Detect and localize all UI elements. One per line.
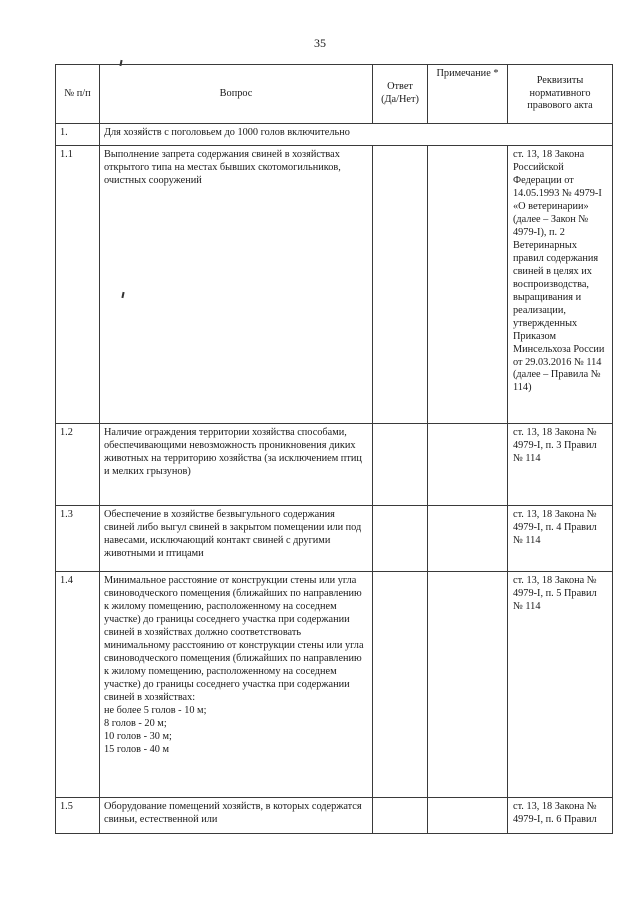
row-answer-cell[interactable] xyxy=(373,572,428,798)
distance-list-item: 10 голов - 30 м; xyxy=(104,730,172,742)
row-requisites: ст. 13, 18 Закона № 4979-I, п. 5 Правил № 114 xyxy=(508,572,613,798)
table-row xyxy=(56,572,613,798)
table-row xyxy=(56,146,613,424)
row-requisites: ст. 13, 18 Закона Российской Федерации от 14.05.1993 № 4979-I «О ветеринарии» (далее – Закон № 4979-I), п. 2 Ветеринарных правил содержания свиней в целях их воспроизводства, выращивания и реализации, утвержденных Приказом Минсельхоза России от 29.03.2016 № 114 (далее – Правила № 114) xyxy=(508,146,613,424)
row-answer-cell[interactable] xyxy=(373,798,428,834)
header-requisites: Реквизиты нормативного правового акта xyxy=(508,65,613,124)
row-answer-cell[interactable] xyxy=(373,146,428,424)
row-answer-cell[interactable] xyxy=(373,506,428,572)
row-num: 1.4 xyxy=(56,572,100,798)
row-requisites: ст. 13, 18 Закона № 4979-I, п. 6 Правил xyxy=(508,798,613,834)
row-note-cell[interactable] xyxy=(428,424,508,506)
row-num: 1.5 xyxy=(56,798,100,834)
row-note-cell[interactable] xyxy=(428,506,508,572)
checklist-table xyxy=(55,64,613,834)
row-requisites: ст. 13, 18 Закона № 4979-I, п. 3 Правил № 114 xyxy=(508,424,613,506)
header-note: Примечание * xyxy=(428,65,508,124)
header-num: № п/п xyxy=(56,65,100,124)
row-question: Минимальное расстояние от конструкции стены или угла свиноводческого помещения (ближайших по направлению к жилому помещению, расположенному на соседнем участке) до границы соседнего участка при содержании свиней в хозяйствах должно соответствовать минимальному расстоянию от конструкции стены или угла свиноводческого помещения (ближайших по направлению к жилому помещению, расположенному на соседнем участке) до границы соседнего участка при содержании свиней в хозяйствах: xyxy=(104,575,364,703)
row-num: 1.3 xyxy=(56,506,100,572)
row-note-cell[interactable] xyxy=(428,572,508,798)
distance-list-item: не более 5 голов - 10 м; xyxy=(104,704,207,716)
table-row xyxy=(56,798,613,834)
row-note-cell[interactable] xyxy=(428,798,508,834)
header-answer: Ответ (Да/Нет) xyxy=(373,65,428,124)
section-title: Для хозяйств с поголовьем до 1000 голов включительно xyxy=(100,124,613,146)
row-num: 1.1 xyxy=(56,146,100,424)
header-question: Вопрос xyxy=(100,65,373,124)
distance-list-item: 8 голов - 20 м; xyxy=(104,717,167,729)
table-header-row xyxy=(56,65,613,124)
section-num: 1. xyxy=(56,124,100,146)
row-answer-cell[interactable] xyxy=(373,424,428,506)
checklist-table-container xyxy=(55,64,612,834)
row-note-cell[interactable] xyxy=(428,146,508,424)
page-number: 35 xyxy=(314,36,326,50)
distance-list-item: 15 голов - 40 м xyxy=(104,743,169,755)
row-question: Обеспечение в хозяйстве безвыгульного содержания свиней либо выгул свиней в закрытом помещении или под навесами, исключающий контакт свиней с другими животными и птицами xyxy=(100,506,373,572)
table-row xyxy=(56,424,613,506)
row-question: Оборудование помещений хозяйств, в которых содержатся свиньи, естественной или xyxy=(100,798,373,834)
row-question: Наличие ограждения территории хозяйства способами, обеспечивающими невозможность проникновения диких животных на территорию хозяйства (за исключением птиц и мелких грызунов) xyxy=(100,424,373,506)
row-requisites: ст. 13, 18 Закона № 4979-I, п. 4 Правил № 114 xyxy=(508,506,613,572)
row-num: 1.2 xyxy=(56,424,100,506)
section-row xyxy=(56,124,613,146)
row-question: Выполнение запрета содержания свиней в хозяйствах открытого типа на местах бывших скотомогильников, очистных сооружений xyxy=(100,146,373,424)
row-question-cell xyxy=(100,572,373,798)
table-row xyxy=(56,506,613,572)
